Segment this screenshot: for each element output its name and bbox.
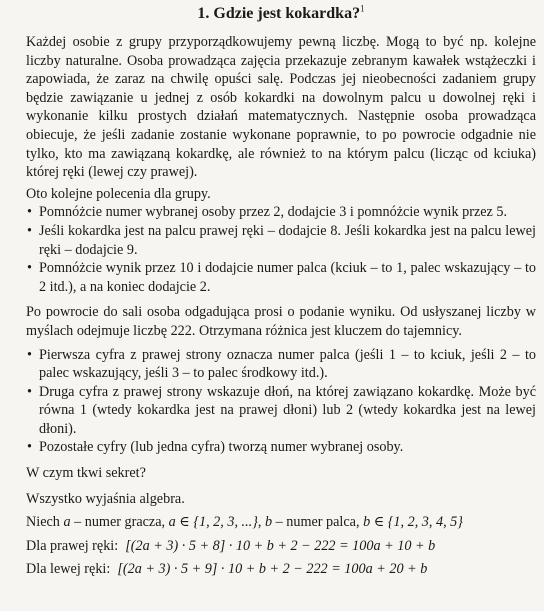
definition-b-desc: – numer palca, [272,514,364,531]
formula-left-hand [26,560,536,579]
answer-intro: Wszystko wyjaśnia algebra. [26,490,185,507]
section-title-text: 1. Gdzie jest kokardka? [197,5,361,22]
list-item [26,383,536,439]
definition-separator: , [257,514,265,531]
definition-a-desc: – numer gracza, [70,514,169,531]
bullet-icon: • [27,260,32,277]
list-item [26,438,536,457]
bullet-icon: • [27,346,32,363]
formula-expression: [(2a + 3) · 5 + 8] · 10 + b + 2 − 222 = 100a + 10 + b [125,537,436,554]
definition-b-set: b ∈ {1, 2, 3, 4, 5} [363,514,463,531]
spacer [26,296,536,303]
key-text: Druga cyfra z prawej strony wskazuje dłoń, na której zawiązano kokardkę. Może być równa 1 (wtedy kokardka jest na prawej dłoni) lub 2 (wtedy kokardka jest na lewej dłoni). [39,383,536,437]
key-text: Pierwsza cyfra z prawej strony oznacza numer palca (jeśli 1 – to kciuk, jeśli 2 – to palec wskazujący, jeśli 3 – to palec środkowy itd.). [39,346,536,382]
spacer [26,457,536,464]
list-item [26,259,536,296]
formula-label: Dla lewej ręki: [26,561,111,578]
list-item [26,222,536,259]
bullet-icon: • [27,383,32,400]
formula-right-hand [26,537,536,556]
formula-expression: [(2a + 3) · 5 + 9] · 10 + b + 2 − 222 = 100a + 20 + b [117,561,428,578]
spacer [26,483,536,490]
question-text: W czym tkwi sekret? [26,465,146,482]
definitions-line [26,513,536,532]
commands-list [26,203,536,296]
bullet-icon: • [27,439,32,456]
commands-intro: Oto kolejne polecenia dla grupy. [26,185,211,202]
variable-b: b [264,514,273,531]
formula-label: Dla prawej ręki: [26,537,119,554]
key-text: Pozostałe cyfry (lub jedna cyfra) tworzą numer wybranej osoby. [39,439,404,456]
keys-list [26,346,536,458]
return-paragraph: Po powrocie do sali osoba odgadująca prosi o podanie wyniku. Od usłyszanej liczby w myślach odejmuje liczbę 222. Otrzymana różnica jest kluczem do tajemnicy. [26,304,536,339]
intro-paragraph: Każdej osobie z grupy przyporządkowujemy pewną liczbę. Mogą to być np. kolejne liczby naturalne. Osoba prowadząca zajęcia przekazuje zebranym kawałek wstążeczki i zapowiada, że zaraz na chwilę opuści salę. Podczas jej nieobecności zadaniem grupy będzie zawiązanie u jednej z osób kokardki na dowolnym palcu u dowolnej ręki i wykonanie kilku prostych działań matematycznych. Następnie osoba prowadząca obiecuje, że jeśli zadanie zostanie wykonane poprawnie, to po powrocie odgadnie nie tylko, kto ma zawiązaną kokardkę, ale również to na którym palcu (licząc od kciuka) której ręki (lewej czy prawej). [26,34,536,181]
variable-a: a [63,514,71,531]
bullet-icon: • [27,222,32,239]
section-title [26,4,536,24]
definition-a-set: a ∈ {1, 2, 3, ...} [168,514,258,531]
command-text: Pomnóżcie numer wybranej osoby przez 2, dodajcie 3 i pomnóżcie wynik przez 5. [39,204,508,221]
footnote-mark: 1 [360,3,365,14]
command-text: Jeśli kokardka jest na palcu prawej ręki – dodajcie 8. Jeśli kokardka jest na palcu lewej ręki – dodajcie 9. [39,222,536,258]
document-page [26,4,536,579]
command-text: Pomnóżcie wynik przez 10 i dodajcie numer palca (kciuk – to 1, palec wskazujący – to 2 itd.), a na koniec dodajcie 2. [39,260,536,295]
definition-label: Niech [26,514,64,531]
bullet-icon: • [27,204,32,221]
list-item [26,346,536,383]
list-item [26,203,536,222]
